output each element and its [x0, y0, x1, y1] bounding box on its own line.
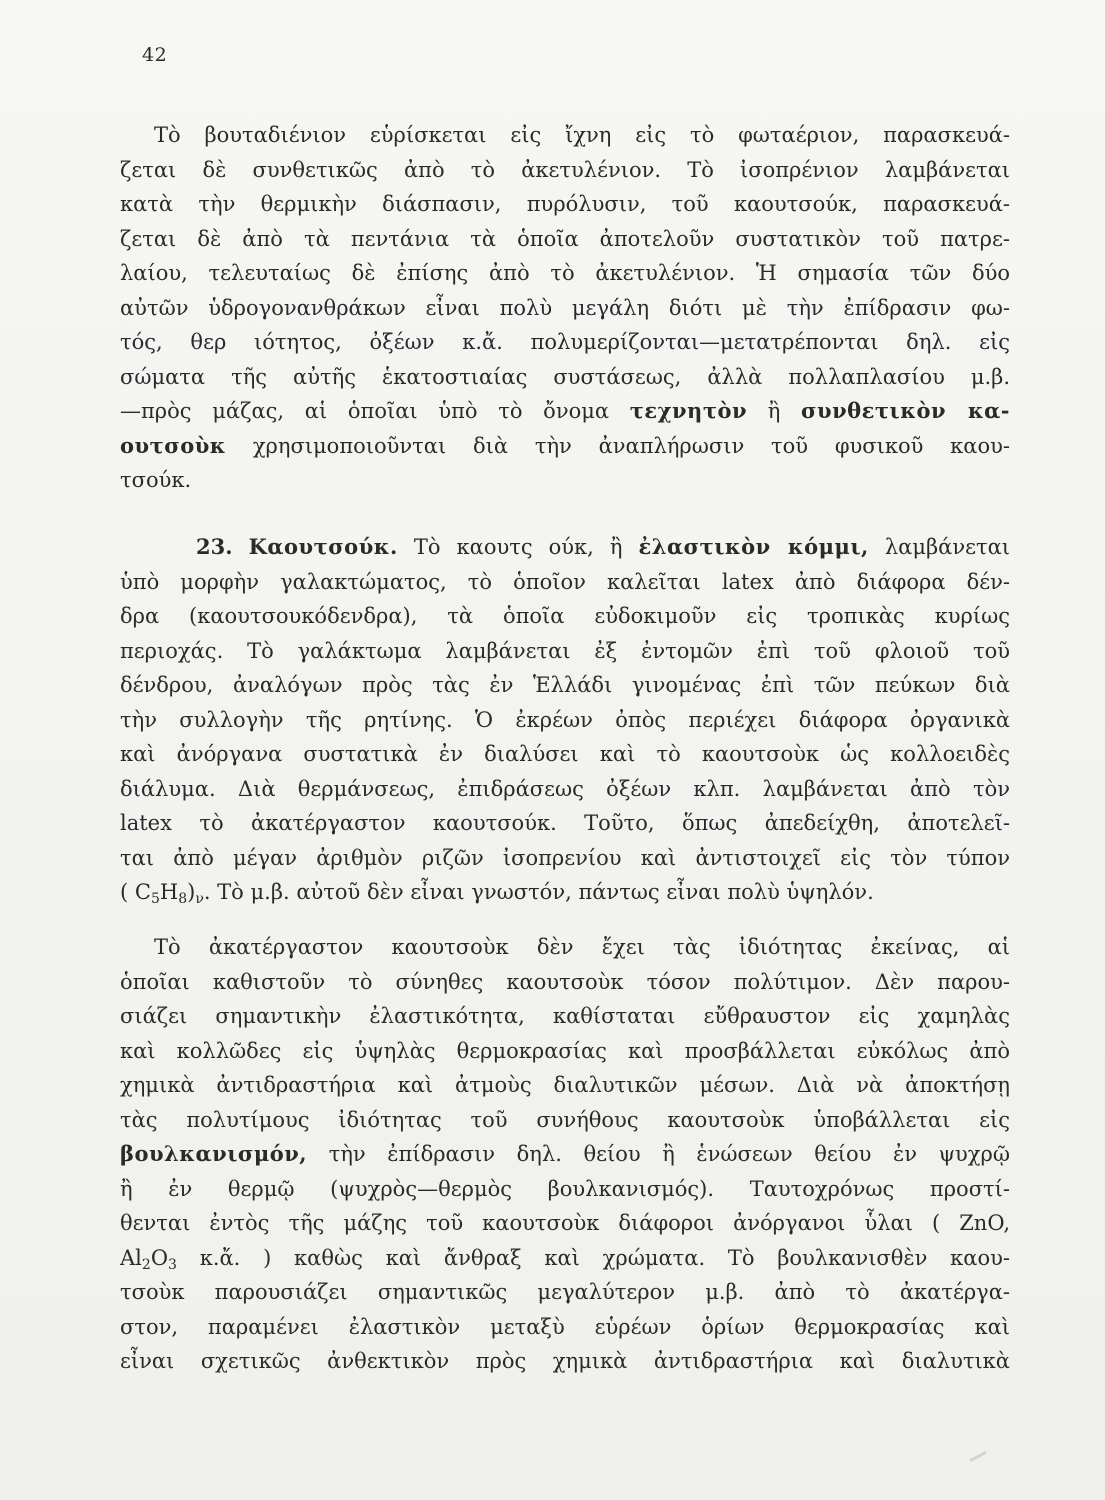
text-line: αὐτῶν ὑδρογονανθράκων εἶναι πολὺ μεγάλη διότι μὲ τὴν ἐπίδρασιν φω-	[120, 295, 1010, 320]
text-line: latex τὸ ἀκατέργαστον καουτσούκ. Τοῦτο, ὅπως ἀπεδείχθη, ἀποτελεῖ-	[120, 811, 1010, 835]
scan-smudge	[969, 1451, 986, 1462]
formula-text: Al	[120, 1245, 142, 1270]
text-line: σιάζει σημαντικὴν ἐλαστικότητα, καθίσταται εὔθραυστον εἰς χαμηλὰς	[120, 1004, 1010, 1028]
text-line: δένδρου, ἀναλόγων πρὸς τὰς ἐν Ἑλλάδι γινομένας ἐπὶ τῶν πεύκων διὰ	[120, 673, 1010, 697]
bold-term: ουτσοὺκ	[120, 432, 227, 458]
text-line: εἶναι σχετικῶς ἀνθεκτικὸν πρὸς χημικὰ ἀντιδραστήρια καὶ διαλυτικὰ	[120, 1349, 1010, 1373]
text-segment: . Τὸ μ.β. αὐτοῦ δὲν εἶναι γνωστόν, πάντως εἶναι πολὺ ὑψηλόν.	[203, 880, 874, 904]
formula-subscript: ν	[195, 891, 204, 907]
text-segment: Τὸ καουτς ούκ, ἢ	[413, 535, 623, 559]
text-line: Τὸ ἀκατέργαστον καουτσοὺκ δὲν ἔχει τὰς ἰδιότητας ἐκείνας, αἱ	[154, 935, 1010, 959]
formula-subscript: 8	[178, 891, 188, 907]
text-line: τσοὺκ παρουσιάζει σημαντικῶς μεγαλύτερον μ.β. ἀπὸ τὸ ἀκατέργα-	[120, 1280, 1010, 1304]
text-segment: τὴν ἐπίδρασιν δηλ. θείου ἢ ἑνώσεων θείου ἐν ψυχρῷ	[328, 1142, 1010, 1166]
text-line: ται ἀπὸ μέγαν ἀριθμὸν ριζῶν ἰσοπρενίου καὶ ἀντιστοιχεῖ εἰς τὸν τύπον	[120, 845, 1010, 870]
bold-term: συνθετικὸν κα-	[801, 398, 1010, 423]
text-line: στον, παραμένει ἐλαστικὸν μεταξὺ εὑρέων ὁρίων θερμοκρασίας καὶ	[120, 1314, 1010, 1339]
formula-line	[120, 875, 1010, 910]
text-segment: χρησιμοποιοῦνται διὰ τὴν ἀναπλήρωσιν τοῦ φυσικοῦ καου-	[252, 433, 1010, 458]
text-line	[120, 1137, 1010, 1172]
text-line: καὶ κολλῶδες εἰς ὑψηλὰς θερμοκρασίας καὶ προσβάλλεται εὐκόλως ἀπὸ	[120, 1038, 1010, 1063]
section-23-rubber	[120, 530, 1010, 910]
text-line: ὁποῖαι καθιστοῦν τὸ σύνηθες καουτσοὺκ τόσον πολύτιμον. Δὲν παρου-	[120, 969, 1010, 994]
text-line: τὰς πολυτίμους ἰδιότητας τοῦ συνήθους καουτσοὺκ ὑποβάλλεται εἰς	[120, 1107, 1010, 1132]
paragraph-vulcanization	[120, 930, 1010, 1379]
bold-term: βουλκανισμόν,	[120, 1141, 308, 1166]
text-line: ἢ ἐν θερμῷ (ψυχρὸς—θερμὸς βουλκανισμός). Ταυτοχρόνως προστί-	[120, 1176, 1010, 1201]
text-line: τός, θερ ιότητος, ὀξέων κ.ἄ. πολυμερίζονται—μετατρέπονται δηλ. εἰς	[120, 330, 1010, 354]
text-line: λαίου, τελευταίως δὲ ἐπίσης ἀπὸ τὸ ἀκετυλένιον. Ἡ σημασία τῶν δύο	[120, 261, 1010, 285]
text-line: διάλυμα. Διὰ θερμάνσεως, ἐπιδράσεως ὀξέων κλπ. λαμβάνεται ἀπὸ τὸν	[120, 776, 1010, 801]
text-line	[120, 429, 1010, 464]
paragraph-butadiene	[120, 118, 1010, 498]
text-line: χημικὰ ἀντιδραστήρια καὶ ἀτμοὺς διαλυτικῶν μέσων. Διὰ νὰ ἀποκτήσῃ	[120, 1073, 1010, 1097]
text-segment: λαμβάνεται	[884, 535, 1010, 559]
formula-subscript: 3	[168, 1256, 177, 1273]
formula-text: )	[187, 880, 196, 904]
section-heading-line	[120, 530, 1010, 565]
text-line: ζεται δὲ συνθετικῶς ἀπὸ τὸ ἀκετυλένιον. Τὸ ἰσοπρένιον λαμβάνεται	[120, 157, 1010, 182]
bold-term: ἐλαστικὸν κόμμι,	[638, 534, 869, 559]
text-segment: κ.ἄ. ) καθὼς καὶ ἄνθραξ καὶ χρώματα. Τὸ βουλκανισθὲν καου-	[176, 1245, 1010, 1270]
text-line: ὑπὸ μορφὴν γαλακτώματος, τὸ ὁποῖον καλεῖται latex ἀπὸ διάφορα δέν-	[120, 569, 1010, 594]
formula-text: H	[159, 880, 179, 904]
text-line: ζεται δὲ ἀπὸ τὰ πεντάνια τὰ ὁποῖα ἀποτελοῦν συστατικὸν τοῦ πατρε-	[120, 226, 1010, 251]
formula-text: ( C	[120, 880, 151, 904]
text-line	[120, 394, 1010, 429]
formula-subscript: 5	[150, 891, 160, 907]
bold-term: τεχνητὸν	[629, 398, 748, 423]
text-line: Τὸ βουταδιένιον εὑρίσκεται εἰς ἴχνη εἰς τὸ φωταέριον, παρασκευά-	[154, 123, 1010, 147]
text-line: περιοχάς. Τὸ γαλάκτωμα λαμβάνεται ἐξ ἐντομῶν ἐπὶ τοῦ φλοιοῦ τοῦ	[120, 638, 1010, 663]
text-line: σώματα τῆς αὐτῆς ἑκατοστιαίας συστάσεως, ἀλλὰ πολλαπλασίου μ.β.	[120, 364, 1010, 389]
formula-line	[120, 1241, 1010, 1276]
text-line: τσούκ.	[120, 468, 192, 492]
text-line: τὴν συλλογὴν τῆς ρητίνης. Ὁ ἐκρέων ὀπὸς περιέχει διάφορα ὀργανικὰ	[120, 707, 1010, 732]
text-line: δρα (καουτσουκόδενδρα), τὰ ὁποῖα εὐδοκιμοῦν εἰς τροπικὰς κυρίως	[120, 604, 1010, 628]
section-heading: Καουτσούκ.	[248, 534, 398, 559]
text-line: θενται ἐντὸς τῆς μάζης τοῦ καουτσοὺκ διάφοροι ἀνόργανοι ὗλαι ( ZnO,	[120, 1211, 1010, 1235]
page-number: 42	[142, 44, 168, 66]
formula-text: O	[150, 1245, 169, 1270]
text-line: καὶ ἀνόργανα συστατικὰ ἐν διαλύσει καὶ τὸ καουτσοὺκ ὡς κολλοειδὲς	[120, 742, 1010, 766]
text-line: κατὰ τὴν θερμικὴν διάσπασιν, πυρόλυσιν, τοῦ καουτσούκ, παρασκευά-	[120, 192, 1010, 216]
text-segment: —πρὸς μάζας, αἱ ὁποῖαι ὑπὸ τὸ ὄνομα	[120, 399, 610, 423]
formula-subscript: 2	[141, 1256, 151, 1273]
text-segment: ἢ	[767, 399, 781, 423]
section-number: 23.	[196, 534, 233, 559]
